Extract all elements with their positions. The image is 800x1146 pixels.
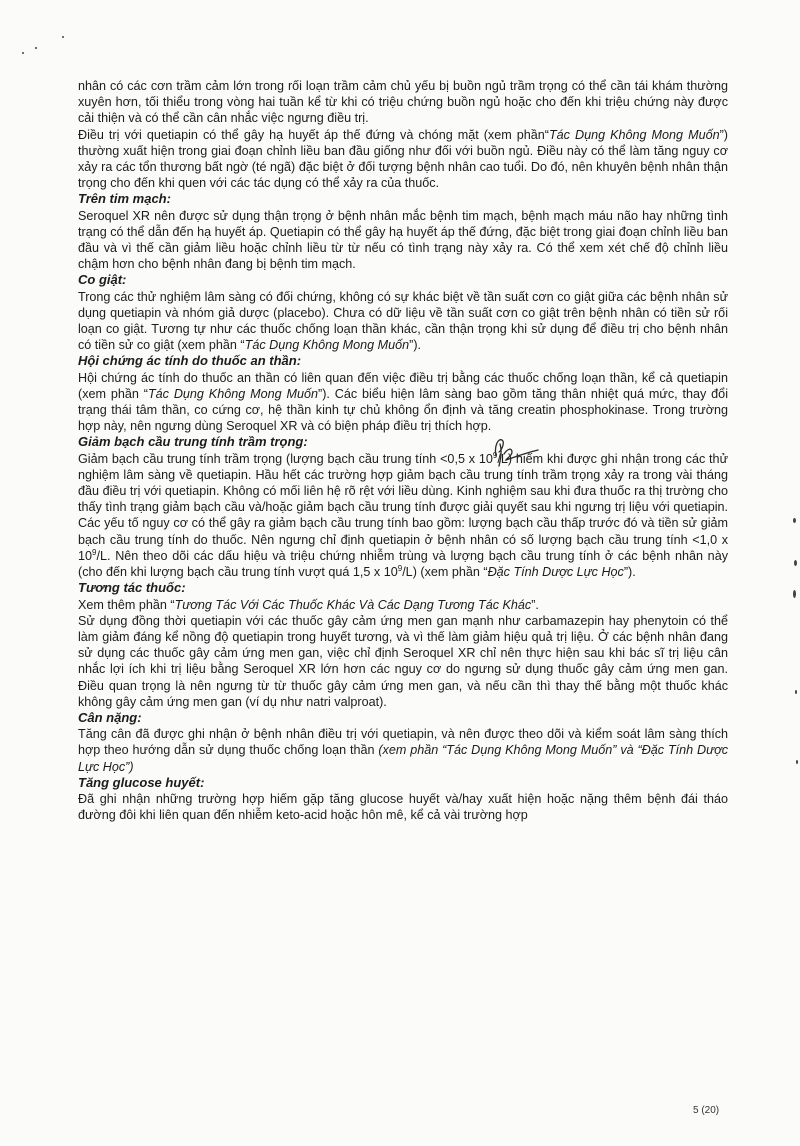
glucose-paragraph: Đã ghi nhận những trường hợp hiếm gặp tăng glucose huyết và/hay xuất hiện hoặc nặng thêm bệnh đái tháo đường đôi khi liên quan đến nhiễm keto-acid hoặc hôn mê, kể cả vài trường hợp xyxy=(78,791,728,823)
scan-speck xyxy=(796,760,798,764)
text-run: ”) thường xuất hiện trong giai đoạn chỉnh liều ban đầu giống như đối với buồn ngủ. Điều này có thể làm tăng nguy cơ xảy ra các tổn thương bất ngờ (té ngã) đặc biệt ở đối tượng bệnh nhân cao tuổi. Do đó, nên khuyên bệnh nhân thận trọng cho đến khi quen với các tác dụng có thể xảy ra của thuốc. xyxy=(78,127,728,191)
cross-reference: Đặc Tính Dược Lực Học xyxy=(487,565,624,580)
cardio-paragraph: Seroquel XR nên được sử dụng thận trọng ở bệnh nhân mắc bệnh tim mạch, bệnh mạch máu não hay những tình trạng có thể dẫn đến hạ huyết áp. Quetiapin có thể gây hạ huyết áp thế đứng, đặc biệt trong giai đoạn chỉnh liều ban đầu và vì thế cần giảm liều hoặc chỉnh liều từ từ nếu có tình trạng này xảy ra. Có thể xem xét chế độ chỉnh liều chậm hơn cho bệnh nhân đang bị bệnh tim mạch. xyxy=(78,208,728,272)
scan-speck xyxy=(35,47,37,49)
text-run: Trong các thử nghiệm lâm sàng có đối chứng, không có sự khác biệt về tần suất cơn co giật giữa các bệnh nhân sử dụng quetiapin và nhóm giả dược (placebo). Chưa có dữ liệu về tần suất cơn co giật trên bệnh nhân có tiền sử rối loạn co giật. Tương tự như các thuốc chống loạn thần khác, cần thận trọng khi sử dụng để điều trị cho bệnh nhân có tiền sử co giật (xem phần “ xyxy=(78,289,728,353)
neutropenia-paragraph xyxy=(78,451,728,581)
seizure-paragraph xyxy=(78,289,728,354)
scan-speck xyxy=(795,690,797,694)
text-run: ”). xyxy=(623,565,636,580)
text-run: ”). Các biểu hiện lâm sàng bao gồm tăng thân nhiệt quá mức, thay đổi trạng thái tâm thần, co cứng cơ, hệ thần kinh tự chủ không ổn định và tăng creatin phosphokinase. Trong trường hợp này, nên ngưng dùng Seroquel XR và có biện pháp điều trị thích hợp. xyxy=(78,386,728,434)
heading-interactions: Tương tác thuốc: xyxy=(78,580,186,596)
scan-speck xyxy=(793,590,796,598)
cross-reference: Tác Dụng Không Mong Muốn xyxy=(548,127,720,142)
text-run: /L. Nên theo dõi các dấu hiệu và triệu chứng nhiễm trùng và lượng bạch cầu trung tính ở các bệnh nhân này (cho đến khi lượng bạch cầu trung tính vượt quá 1,5 x 10 xyxy=(78,548,728,580)
cross-reference: Tác Dụng Không Mong Muốn xyxy=(244,338,410,353)
page-number: 5 (20) xyxy=(693,1105,720,1116)
text-run: /L) (xem phần “ xyxy=(402,565,488,580)
heading-weight: Cân nặng: xyxy=(78,709,142,725)
scan-speck xyxy=(793,518,796,523)
cross-reference: (xem phần “Tác Dụng Không Mong Muốn” và “Đặc Tính Dược Lực Học”) xyxy=(78,743,728,774)
cross-reference: Tương Tác Với Các Thuốc Khác Và Các Dạng Tương Tác Khác xyxy=(174,597,532,612)
text-run: Hội chứng ác tính do thuốc an thần có liên quan đến việc điều trị bằng các thuốc chống loạn thần, kể cả quetiapin (xem phần “ xyxy=(78,370,728,401)
cross-reference: Tác Dụng Không Mong Muốn xyxy=(147,386,318,401)
heading-neutropenia: Giảm bạch cầu trung tính trầm trọng: xyxy=(78,434,308,450)
superscript: 9 xyxy=(492,450,498,460)
heading-glucose: Tăng glucose huyết: xyxy=(78,774,205,790)
interactions-paragraph-1 xyxy=(78,597,728,613)
text-run: Xem thêm phần “ xyxy=(78,597,175,612)
document-body xyxy=(78,78,728,823)
interactions-paragraph-2: Sử dụng đồng thời quetiapin với các thuốc gây cảm ứng men gan mạnh như carbamazepin hay phenytoin có thể làm giảm đáng kể nồng độ quetiapin trong huyết tương, và vì thế làm giảm hiệu quả trị liệu. Ở các bệnh nhân đang sử dụng các thuốc gây cảm ứng men gan, việc chỉ định Seroquel XR chỉ nên thực hiện sau khi bác sĩ trị liệu cân nhắc lợi ích khi trị liệu bằng Seroquel XR lớn hơn các nguy cơ do ngưng sử dụng thuốc gây cảm ứng men gan. Điều quan trọng là nên ngưng từ từ thuốc gây cảm ứng men gan, và nếu cần thì thay thế bằng một thuốc khác không gây cảm ứng men gan (ví dụ như natri valproat). xyxy=(78,613,728,709)
text-run: ”. xyxy=(531,597,539,612)
superscript: 9 xyxy=(92,547,97,557)
weight-paragraph xyxy=(78,726,728,775)
scan-speck xyxy=(22,52,24,54)
heading-cardio: Trên tim mạch: xyxy=(78,191,171,207)
heading-seizure: Co giật: xyxy=(78,272,127,288)
nms-paragraph xyxy=(78,370,728,435)
intro-paragraph-1: nhân có các cơn trầm cảm lớn trong rối loạn trầm cảm chủ yếu bị buồn ngủ trầm trọng có thể cần tái khám thường xuyên hơn, tối thiểu trong vòng hai tuần kể từ khi có triệu chứng buồn ngủ hoặc cho đến khi triệu chứng này được cải thiện và có thể cần cân nhắc việc ngưng điều trị. xyxy=(78,79,728,126)
handwritten-initials-mark xyxy=(490,434,546,470)
scan-speck xyxy=(794,560,797,566)
text-run: Giảm bạch cầu trung tính trầm trọng (lượng bạch cầu trung tính <0,5 x 10 xyxy=(78,451,493,466)
intro-paragraph-2 xyxy=(78,127,728,192)
text-run: Tăng cân đã được ghi nhận ở bệnh nhân điều trị với quetiapin, và nên được theo dõi và kiểm soát lâm sàng thích hợp theo hướng dẫn sử dụng thuốc chống loạn thần xyxy=(78,727,728,758)
superscript: 9 xyxy=(397,563,403,573)
text-run: ”). xyxy=(409,338,422,353)
text-run: Điều trị với quetiapin có thể gây hạ huyết áp thế đứng và chóng mặt (xem phần“ xyxy=(78,127,549,142)
heading-nms: Hội chứng ác tính do thuốc an thần: xyxy=(78,353,302,369)
scan-speck xyxy=(62,36,64,38)
text-run: /L) hiếm khi được ghi nhận trong các thử nghiệm lâm sàng về quetiapin. Hầu hết các trường hợp giảm bạch cầu trung tính trầm trọng xảy ra trong vài tháng đầu điều trị với quetiapin. Không có mối liên hệ rõ rệt với liều dùng. Kinh nghiệm sau khi đưa thuốc ra thị trường cho thấy tình trạng giảm bạch cầu và/hoặc giảm bạch cầu trung tính được giải quyết sau khi ngưng trị liệu với quetiapin. Các yếu tố nguy cơ có thể gây ra giảm bạch cầu trung tính bao gồm: lượng bạch cầu thấp trước đó và tiền sử giảm bạch cầu trung tính do thuốc. Nên ngưng chỉ định quetiapin ở bệnh nhân có số lượng bạch cầu trung tính <1,0 x 10 xyxy=(78,451,728,563)
